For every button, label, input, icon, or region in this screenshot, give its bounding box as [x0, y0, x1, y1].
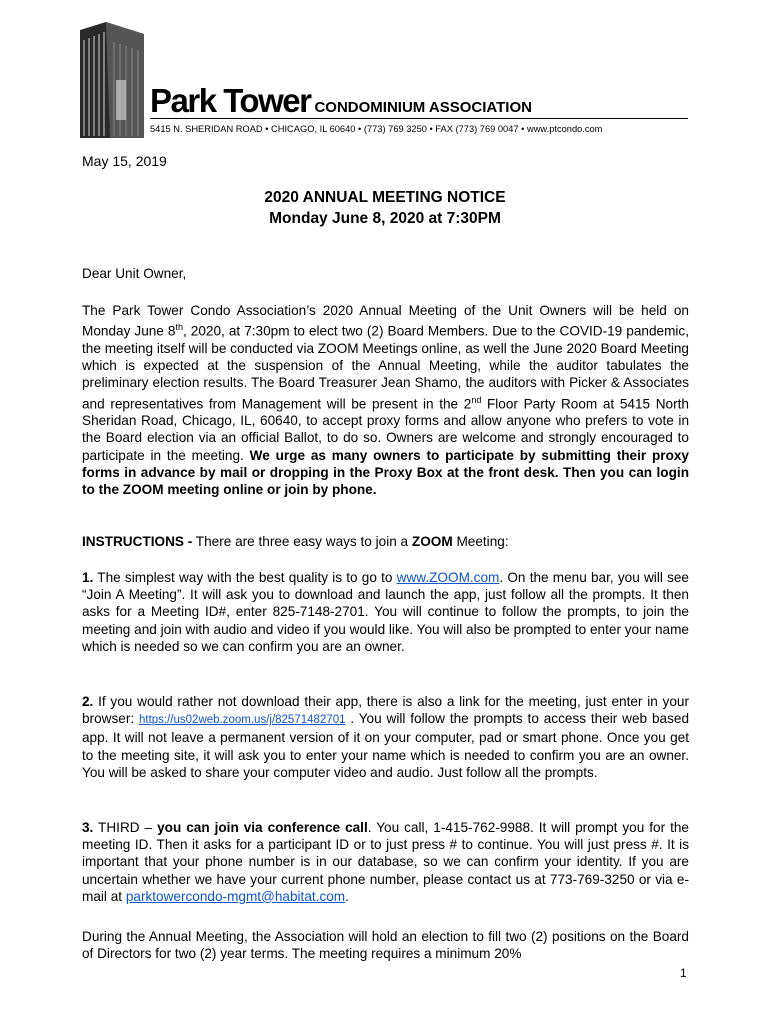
zoom-website-link[interactable]: www.ZOOM.com: [396, 570, 500, 585]
page-number: 1: [680, 966, 687, 980]
letter-date: May 15, 2019: [82, 153, 167, 169]
notice-title: 2020 ANNUAL MEETING NOTICE: [264, 189, 506, 206]
step-2-paragraph: 2. If you would rather not download their app, there is also a link for the meeting, just enter in your browser: https://us02web.zoom.us/j/82571482701 . You will follow the prompts to access their web based app. It will not leave a permanent version of it on your computer, pad or smart phone. Once you get to the meeting site, it will ask you to enter your name which is needed to confirm you are an owner. You will be asked to share your computer video and audio. Just follow all the prompts.: [82, 694, 689, 780]
notice-subtitle: Monday June 8, 2020 at 7:30PM: [269, 210, 501, 227]
management-email-link[interactable]: parktowercondo-mgmt@habitat.com: [125, 888, 346, 904]
zoom-meeting-link[interactable]: https://us02web.zoom.us/j/82571482701: [138, 714, 346, 727]
salutation: Dear Unit Owner,: [82, 266, 187, 281]
building-logo: [76, 20, 148, 138]
letterhead-rule: [150, 118, 688, 119]
letterhead-title: [150, 82, 532, 120]
brand-subtitle: CONDOMINIUM ASSOCIATION: [314, 99, 532, 116]
step-1-paragraph: 1. The simplest way with the best quality is to go to www.ZOOM.com. On the menu bar, you will see “Join A Meeting”. It will ask you to download and launch the app, just follow all the prompts. It then asks for a Meeting ID#, enter 825-7148-2701. You will continue to follow the prompts, to join the meeting and join with audio and video if you would like. You will also be prompted to enter your name which is needed so we can confirm you are an owner.: [82, 570, 689, 654]
instructions-line: INSTRUCTIONS - There are three easy ways to join a ZOOM Meeting:: [82, 534, 509, 549]
intro-paragraph: The Park Tower Condo Association’s 2020 Annual Meeting of the Unit Owners will be held on Monday June 8th, 2020, at 7:30pm to elect two (2) Board Members. Due to the COVID-19 pandemic, the meeting itself will be conducted via ZOOM Meetings online, as well the June 2020 Board Meeting which is expected at the suspension of the Annual Meeting, while the auditor tabulates the preliminary election results. The Board Treasurer Jean Shamo, the auditors with Picker & Associates and representatives from Management will be present in the 2nd Floor Party Room at 5415 North Sheridan Road, Chicago, IL, 60640, to accept proxy forms and allow anyone who prefers to vote in the Board election via an official Ballot, to do so. Owners are welcome and strongly encouraged to participate in the meeting. We urge as many owners to participate by submitting their proxy forms in advance by mail or dropping in the Proxy Box at the front desk. Then you can login to the ZOOM meeting online or join by phone.: [82, 303, 689, 498]
step-3-paragraph: 3. THIRD – you can join via conference call. You call, 1-415-762-9988. It will prompt you for the meeting ID. Then it asks for a participant ID or to just press # to continue. You will just press #. It is important that your phone number is in our database, so we can confirm your identity. If you are uncertain whether we have your current phone number, please contact us at 773-769-3250 or via e-mail at parktowercondo-mgmt@habitat.com.: [82, 820, 689, 904]
brand-name: Park Tower: [150, 82, 311, 119]
closing-paragraph: During the Annual Meeting, the Association will hold an election to fill two (2) positions on the Board of Directors for two (2) year terms. The meeting requires a minimum 20%: [82, 929, 689, 962]
letterhead-address: 5415 N. SHERIDAN ROAD • CHICAGO, IL 60640 • (773) 769 3250 • FAX (773) 769 0047 • www.ptcondo.com: [150, 124, 603, 134]
